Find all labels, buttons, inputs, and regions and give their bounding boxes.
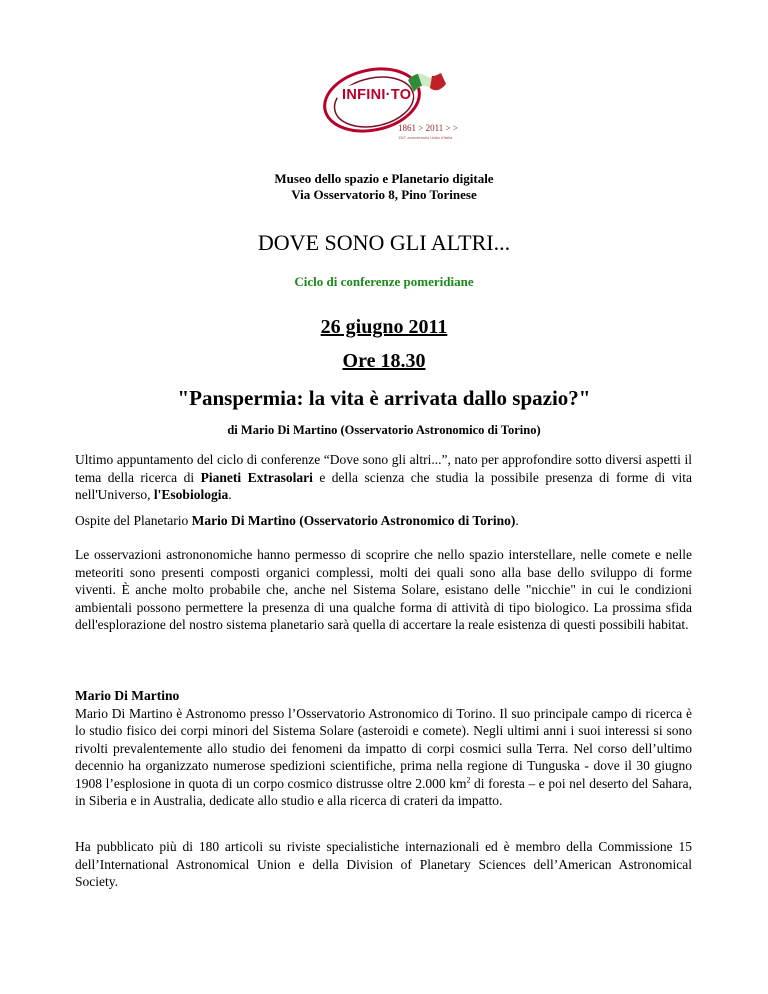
logo-tagline: 150° anniversario Unità d'Italia (398, 135, 453, 140)
guest-paragraph (75, 512, 692, 530)
event-series: Ciclo di conferenze pomeridiane (294, 274, 474, 289)
superscript: 2 (466, 775, 471, 784)
guest-name: Mario Di Martino (Osservatorio Astronomico di Torino) (191, 513, 516, 528)
venue-block (0, 171, 768, 203)
guest-text: . (515, 513, 519, 528)
speaker-line: di Mario Di Martino (Osservatorio Astronomico di Torino) (227, 423, 541, 437)
bio-section (75, 687, 692, 810)
event-time: Ore 18.30 (342, 350, 426, 372)
intro-text: . (228, 487, 232, 502)
logo-dates: 1861 > 2011 > > (398, 123, 458, 133)
abstract-paragraph: Le osservazioni astrononomiche hanno permesso di scoprire che nello spazio interstellare, nelle comete e nelle meteoriti sono presenti composti organici complessi, molti dei quali sono alla base dello sviluppo di forme viventi. È anche molto probabile che, anche nel Sistema Solare, esistano delle "nicchie" in cui le condizioni ambientali possono permettere la presenza di una qualche forma di attività di tipo biologico. La prossima sfida dell'esplorazione del nostro sistema planetario sarà quella di accertare la reale esistenza di questi possibili habitat. (75, 547, 692, 632)
venue-address: Via Osservatorio 8, Pino Torinese (291, 187, 477, 202)
talk-title: "Panspermia: la vita è arrivata dallo spazio?" (177, 386, 591, 410)
bio-heading: Mario Di Martino (75, 688, 180, 703)
bio-text-part: di foresta – e poi nel deserto del Sahara, in Siberia e in Australia, dedicate allo studio e alla ricerca di crateri da impatto. (75, 775, 692, 808)
event-title: DOVE SONO GLI ALTRI... (257, 230, 511, 255)
intro-text: Ultimo appuntamento del ciclo di conferenze “Dove sono gli altri...”, nato per approfondire sotto diversi aspetti il tema della ricerca di (75, 452, 692, 485)
intro-text: e della scienza che studia la possibile presenza di forme di vita nell'Universo, (75, 469, 693, 502)
logo-wordmark: INFINI·TO (342, 87, 412, 103)
bio-text-part: Mario Di Martino è Astronomo presso l’Osservatorio Astronomico di Torino. Il suo principale campo di ricerca è lo studio fisico dei corpi minori del Sistema Solare (asteroidi e comete). Negli ultimi anni i suoi interessi si sono rivolti prevalentemente allo studio dei fenomeni da impatto di corpi cosmici sulla Terra. Nel corso dell’ultimo decennio ha organizzato numerose spedizioni scientifiche, prima nella regione di Tunguska - dove il 30 giugno 1908 l’esplosione in quota di un corpo cosmico distrusse oltre 2.000 km (75, 705, 692, 791)
infinito-logo (320, 52, 458, 148)
guest-text: Ospite del Planetario (75, 513, 192, 528)
intro-highlight-exoplanets: Pianeti Extrasolari (200, 469, 313, 485)
intro-highlight-exobiology: l'Esobiologia (153, 487, 229, 502)
venue-name: Museo dello spazio e Planetario digitale (274, 171, 494, 186)
intro-paragraph (75, 451, 692, 504)
bio-text (75, 705, 692, 810)
event-date: 26 giugno 2011 (320, 316, 448, 338)
publications-paragraph: Ha pubblicato più di 180 articoli su riviste specialistiche internazionali ed è membro della Commissione 15 dell’International Astronomical Union e della Division of Planetary Sciences dell’American Astronomical Society. (75, 839, 692, 889)
